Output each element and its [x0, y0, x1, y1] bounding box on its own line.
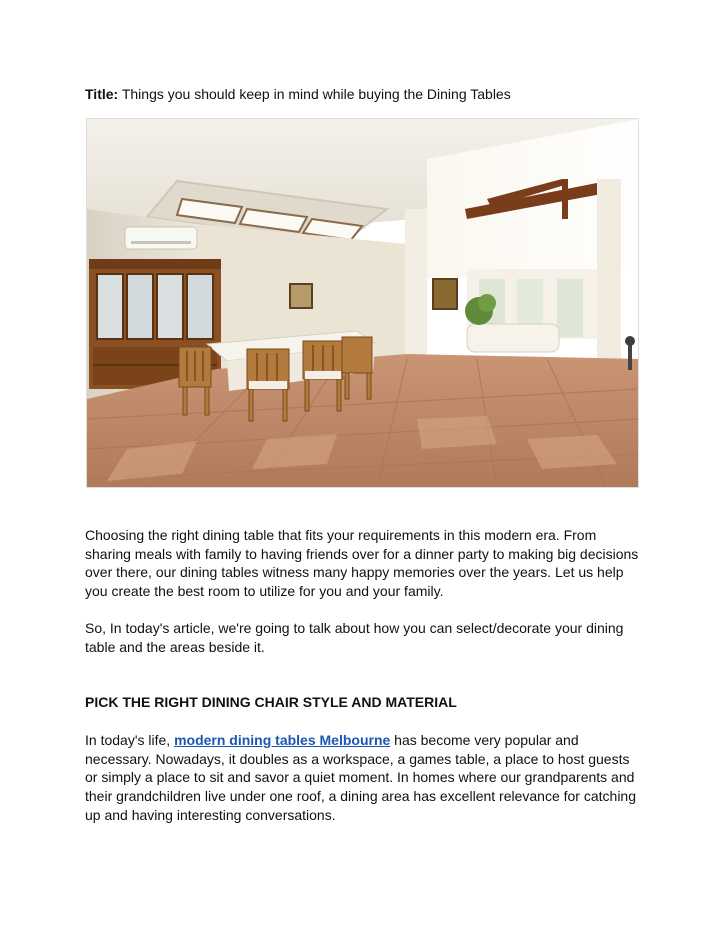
section-heading: PICK THE RIGHT DINING CHAIR STYLE AND MATERIAL — [85, 694, 457, 710]
modern-dining-tables-link[interactable]: modern dining tables Melbourne — [174, 732, 391, 748]
section-paragraph-after-link: has become very popular and necessary. Nowadays, it doubles as a workspace, a games table, a place to host guests or simply a place to sit and savor a quiet moment. In homes where our grandparents and their grandchildren live under one roof, a dining area has excellent relevance for catching up and having interesting conversations. — [85, 732, 637, 823]
intro-paragraph: Choosing the right dining table that fits your requirements in this modern era. From sharing meals with family to having friends over for a dinner party to making big decisions over there, our dining tables witness many happy memories over the years. Let us help you create the best room to utilize for you and your family. — [85, 527, 639, 600]
second-paragraph: So, In today's article, we're going to talk about how you can select/decorate your dining table and the areas beside it. — [85, 620, 624, 655]
title-label: Title: — [85, 86, 119, 102]
document-title — [85, 85, 511, 103]
dining-room-photo — [86, 118, 639, 488]
dining-room-illustration — [87, 119, 639, 488]
title-text: Things you should keep in mind while buying the Dining Tables — [121, 86, 511, 102]
section-paragraph-before-link: In today's life, — [85, 732, 175, 748]
section-paragraph — [85, 731, 645, 825]
